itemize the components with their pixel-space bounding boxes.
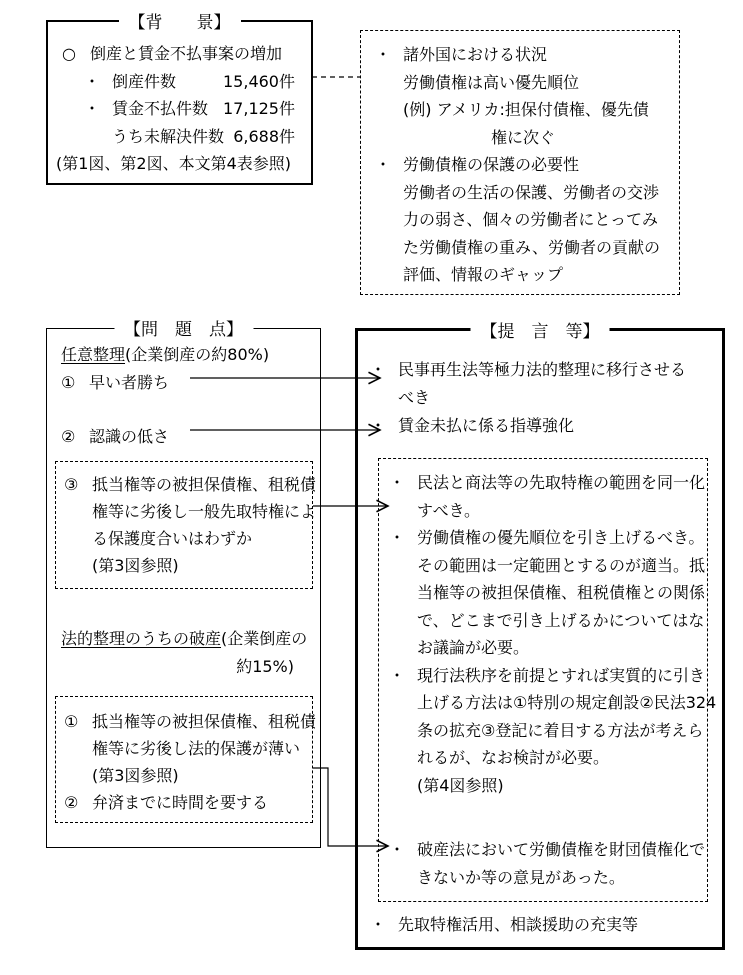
dot-bullet: ・ [389, 840, 406, 859]
list-item: すべき。 [417, 500, 481, 520]
dot-bullet: ・ [84, 99, 101, 118]
list-item: 力の弱さ、個々の労働者にとってみ [403, 210, 659, 229]
list-item: 労働者の生活の保護、労働者の交渉 [403, 182, 660, 202]
proposal-guidance-strengthening: ・ 賃金未払に係る指導強化 [370, 412, 714, 440]
background-heading: ○ 倒産と賃金不払事案の増加 [62, 40, 299, 68]
dot-bullet: ・ [389, 473, 406, 492]
list-item: た労働債権の重み、労働者の貢献の [403, 237, 660, 257]
stat-row-unpaid-wage-count: ・ 賃金不払件数 17,125件 [84, 95, 299, 123]
dot-bullet: ・ [370, 360, 387, 379]
list-item: その範囲は一定範囲とするのが適当。抵 [417, 555, 706, 575]
circled-1-bullet: ① [61, 373, 76, 392]
problems-box [46, 320, 321, 848]
dot-bullet: ・ [389, 665, 406, 685]
proposals-box-title: 【提 言 等】 [471, 317, 610, 342]
dot-bullet: ・ [375, 45, 392, 64]
list-item: ・ 労働債権の保護の必要性 [375, 151, 671, 179]
empty-bullet [84, 123, 112, 151]
stat-row-bankruptcy-count: ・ 倒産件数 15,460件 [84, 68, 299, 96]
list-item: 上げる方法は①特別の規定創設②民法324 [417, 693, 717, 712]
legal-bankruptcy-heading-continued: 約15%) [236, 657, 294, 676]
list-item: 条の拡充③登記に着目する方法が考えら [417, 720, 704, 740]
list-item: ③ 抵当権等の被担保債権、租税債 [64, 471, 306, 498]
list-item: お議論が必要。 [417, 638, 530, 657]
list-item: 権に次ぐ [491, 127, 556, 147]
problems-box-title: 【問 題 点】 [114, 315, 253, 340]
problem-item-low-awareness: ② 認識の低さ [61, 423, 310, 451]
list-item: 権等に劣後し法的保護が薄い [92, 739, 301, 758]
dot-bullet: ・ [84, 71, 101, 91]
dot-bullet: ・ [370, 915, 387, 934]
background-figure-reference: (第1図、第2図、本文第4表参照) [56, 154, 292, 173]
list-item: ・ 民法と商法等の先取特権の範囲を同一化 [389, 469, 703, 497]
list-item: きないか等の意見があった。 [417, 867, 625, 887]
circled-3-bullet: ③ [64, 475, 79, 494]
legal-bankruptcy-heading: 法的整理のうちの破産 (企業倒産の [61, 629, 308, 648]
figure-reference: (第3図参照) [92, 766, 179, 785]
list-item: ・ 破産法において労働債権を財団債権化で [389, 836, 703, 864]
list-item: ・ 労働債権の優先順位を引き上げるべき。 [389, 524, 703, 552]
problem-subbox-priority [55, 461, 317, 589]
stat-row-unresolved-count: うち未解決件数 6,688件 [84, 123, 299, 151]
list-item: 労働債権は高い優先順位 [403, 72, 580, 92]
background-box [46, 13, 313, 185]
list-item: ・ 諸外国における状況 [375, 41, 671, 69]
problem-subbox-bankruptcy [55, 696, 317, 823]
proposal-lien-utilization: ・ 先取特権活用、相談援助の充実等 [370, 911, 710, 939]
circle-bullet: ○ [62, 44, 76, 63]
list-item: 当権等の被担保債権、租税債権との関係 [417, 583, 706, 602]
list-item: ① 抵当権等の被担保債権、租税債 [64, 708, 306, 735]
list-item: 権等に劣後し一般先取特権によ [92, 502, 317, 521]
figure-reference: (第4図参照) [417, 775, 504, 795]
list-item: 評価、情報のギャップ [403, 265, 564, 284]
list-item: (例) アメリカ:担保付債権、優先債 [403, 100, 649, 119]
circled-2-bullet: ② [61, 427, 76, 446]
list-item: る保護度合いはわずか [92, 529, 253, 548]
dot-bullet: ・ [389, 528, 406, 547]
voluntary-liquidation-heading: 任意整理 (企業倒産の約80%) [61, 345, 270, 364]
list-item: れるが、なお検討が必要。 [417, 748, 610, 767]
figure-reference: (第3図参照) [92, 556, 179, 575]
circled-2-bullet: ② [64, 793, 79, 812]
list-item: ② 弁済までに時間を要する [64, 789, 306, 816]
supplement-box [360, 30, 680, 295]
proposals-box [355, 322, 725, 950]
list-item: ・ 現行法秩序を前提とすれば実質的に引き [389, 662, 703, 690]
background-box-title: 【背 景】 [119, 8, 241, 33]
problem-item-first-come: ① 早い者勝ち [61, 369, 310, 397]
dot-bullet: ・ [370, 416, 387, 435]
proposal-civil-rehabilitation-continued: べき [398, 388, 431, 407]
proposal-subbox-lien-priority [378, 458, 717, 902]
circled-1-bullet: ① [64, 712, 79, 731]
proposal-civil-rehabilitation: ・ 民事再生法等極力法的整理に移行させる [370, 356, 714, 384]
list-item: で、どこまで引き上げるかについてはな [417, 610, 705, 630]
dot-bullet: ・ [375, 155, 392, 174]
